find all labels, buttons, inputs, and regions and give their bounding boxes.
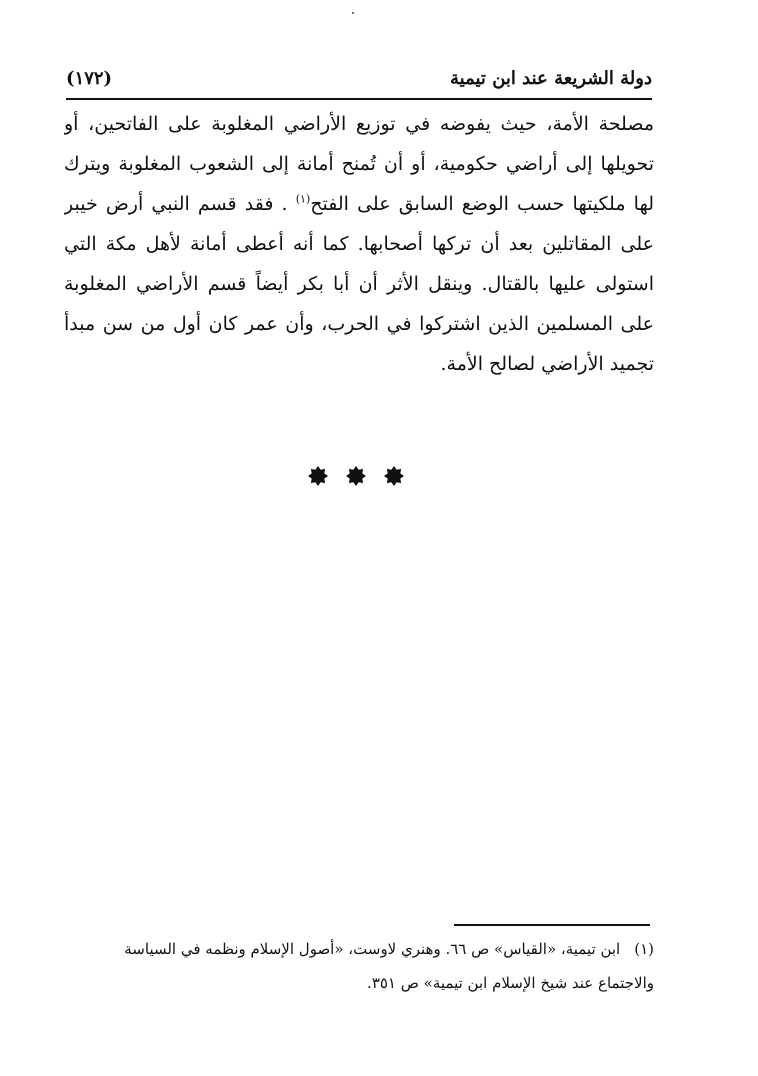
page-number: (١٧٢) [66,68,113,89]
body-text [64,104,654,384]
footnote-rule [454,924,650,926]
footnote-number: (١) [634,940,654,958]
body-line: على المسلمين الذين اشتركوا في الحرب، وأن عمر كان أول من سن مبدأ [64,313,654,335]
body-line: مصلحة الأمة، حيث يفوضه في توزيع الأراضي المغلوبة على الفاتحين، أو [64,113,654,135]
body-line-text: . فقد قسم النبي أرض خيبر [64,193,288,215]
header-rule [66,98,652,100]
body-line: تحويلها إلى أراضي حكومية، أو أن تُمنح أمانة إلى الشعوب المغلوبة ويترك [64,153,654,175]
body-line: على المقاتلين بعد أن تركها أصحابها. كما أنه أعطى أمانة لأهل مكة التي [64,233,654,255]
footnote-line: والاجتماع عند شيخ الإسلام ابن تيمية» ص ٣٥١. [367,974,654,992]
section-ornament [296,460,416,492]
footnote-line [64,932,654,966]
star-ornament-icon [384,466,404,486]
body-line [64,184,654,224]
running-header [66,62,652,98]
body-line: تجميد الأراضي لصالح الأمة. [440,353,654,375]
header-title: دولة الشريعة عند ابن تيمية [450,68,652,89]
body-line: استولى عليها بالقتال. وينقل الأثر أن أبا بكر أيضاً قسم الأراضي المغلوبة [64,273,654,295]
star-ornament-icon [346,466,366,486]
footnote-text: ابن تيمية، «القياس» ص ٦٦. وهنري لاوست، «أصول الإسلام ونظمه في السياسة [124,940,621,958]
body-line-text: لها ملكيتها حسب الوضع السابق على الفتح [310,193,654,215]
star-ornament-icon [308,466,328,486]
footnote [64,932,654,1000]
scan-speck [352,12,354,14]
footnote-reference: (١) [295,192,311,206]
